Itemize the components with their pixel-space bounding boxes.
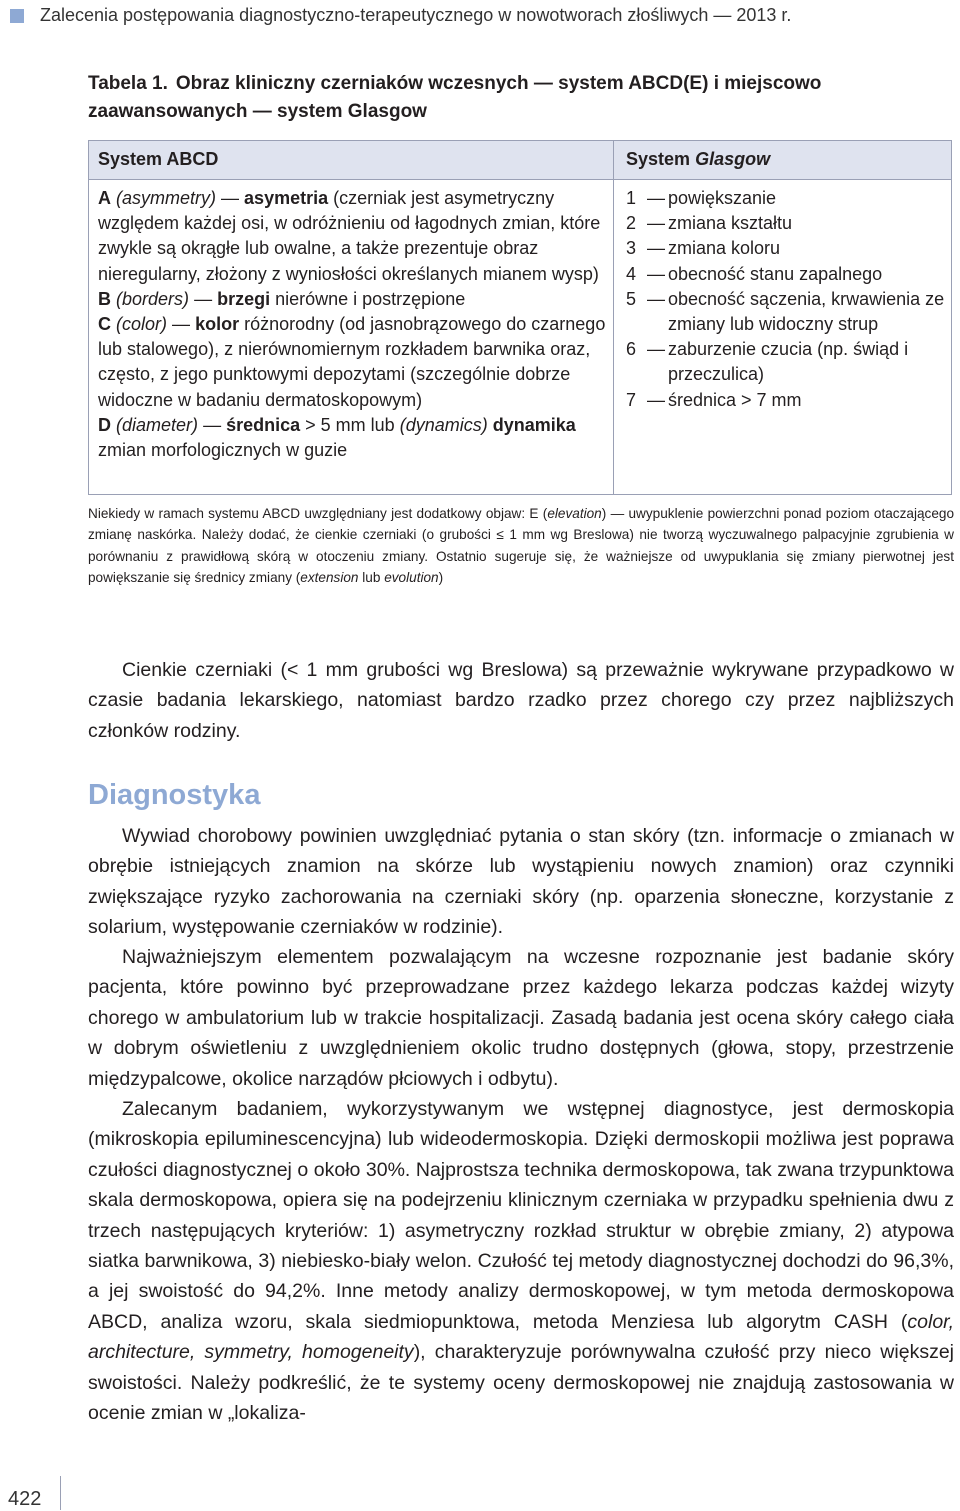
paragraph-skin-exam [88,942,954,1094]
paragraph-dermoscopy [88,1094,954,1428]
abcd-column [98,186,608,463]
glasgow-text: zmiana kształtu [668,213,793,234]
col-header-glasgow-prefix: System [626,149,691,169]
paragraph-text: Najważniejszym elementem pozwalającym na wczesne rozpoznanie jest badanie skóry pacjenta, które powinno być przeprowadzane przez każdego lekarza podczas każdej wizyty chorego w ambulatorium lub w trakcie hospitalizacji. Zasadą badania jest ocena skóry całego ciała w dobrym oświetleniu z uwzględnieniem okolic trudno dostępnych (głowa, stopy, przestrzenie międzypalcowe, okolice narządów płciowych i odbytu). [88,946,954,1090]
note-text-3: lub [358,570,385,586]
note-italic-2: extension [300,570,359,586]
glasgow-item [626,262,946,287]
glasgow-num: 4 [626,263,637,284]
glasgow-dash: — [647,339,665,360]
abcd-desc-c: różnorodny (od jasnobrązowego do czarnego lub stalowego), z nierównomiernym rozkładem barwnika oraz, często, z jego punktowymi depozytami (szczególnie dobrze widoczne w badaniu dermatoskopowym) [98,314,606,410]
abcd-row-c [98,312,608,413]
glasgow-text: zmiana koloru [668,238,781,259]
glasgow-column [626,186,946,413]
glasgow-num: 2 [626,213,637,234]
abcd-dash-b: — [194,288,213,309]
section-heading: Diagnostyka [88,779,261,811]
abcd-dash-c: — [172,314,191,335]
abcd-letter-a: A [98,188,111,208]
glasgow-item [626,287,946,337]
note-text-1: Niekiedy w ramach systemu ABCD uwzględniany jest dodatkowy objaw: E ( [88,506,548,521]
note-text-2: ) — uwypuklenie powierzchni ponad poziom otaczającego zmianę naskórka. Należy dodać, że cienkie czerniaki (o grubości ≤ 1 mm wg Breslowa) nie tworzą wyczuwalnego palpacyjnie zgrubienia w porównaniu z prawidłową skórą w otoczeniu zmiany. Ostatnio sugeruje się, że ważniejsze od uwypuklania się zmiany pierwotnej jest powiększanie się średnicy zmiany ( [88,506,954,586]
table-caption-text: Obraz kliniczny czerniaków wczesnych — system ABCD(E) i miejscowo zaawansowanych — system Glasgow [88,73,822,122]
abcd-term-d: (diameter) [116,414,199,435]
paragraph-italic: color, architecture, symmetry, homogeneity [88,1310,954,1364]
col-header-glasgow [626,149,770,170]
abcd-term-d2: (dynamics) [399,414,488,435]
abcd-letter-b: B [98,288,111,309]
abcd-row-a [98,186,608,287]
table-abcd-glasgow [88,140,952,495]
table-caption-label: Tabela 1. [88,73,168,94]
glasgow-text: obecność sączenia, krwawienia ze zmiany lub widoczny strup [668,288,945,335]
note-italic-3: evolution [384,570,439,586]
glasgow-dash: — [647,213,665,234]
abcd-term-b: (borders) [116,288,190,309]
glasgow-item [626,186,946,211]
abcd-dash-a: — [221,188,240,208]
abcd-key-c: kolor [195,314,240,335]
abcd-key-a: asymetria [244,188,329,208]
abcd-key-d2: dynamika [492,414,576,435]
abcd-row-b [98,287,608,312]
running-header [10,5,791,26]
glasgow-dash: — [647,263,665,284]
abcd-row-d [98,413,608,463]
abcd-desc-b: nierówne i postrzępione [275,288,466,309]
glasgow-item [626,236,946,261]
glasgow-text: powiększanie [668,188,777,208]
abcd-desc-d2: zmian morfologicznych w guzie [98,440,348,461]
glasgow-item [626,211,946,236]
abcd-letter-d: D [98,414,111,435]
glasgow-text: zaburzenie czucia (np. świąd i przeczulica) [668,339,909,385]
abcd-dash-d: — [203,414,222,435]
table-footnote [88,503,954,589]
abcd-key-d: średnica [226,414,301,435]
column-divider [613,140,614,495]
paragraph-text: Zalecanym badaniem, wykorzystywanym we wstępnej diagnostyce, jest dermoskopia (mikroskopia epiluminescencyjna) lub wideodermoskopia. Dzięki dermoskopii możliwa jest poprawa czułości diagnostycznej o około 30%. Najprostsza technika dermoskopowa, tak zwana trzypunktowa skala dermoskopowa, opiera się na podejrzeniu klinicznym czerniaka w przypadku spełnienia dwu z trzech następujących kryteriów: 1) asymetryczny rozkład struktur w obrębie zmiany, 2) atypowa siatka barwnikowa, 3) niebiesko-biały welon. Czułość tej metody diagnostycznej dochodzi do 96,3%, a jej swoistość do 94,2%. Inne metody analizy dermoskopowej, w tym metoda dermoskopowa ABCD, analiza wzoru, skala siedmiopunktowa, metoda Menziesa lub algorytm CASH ( [88,1098,954,1333]
abcd-letter-c: C [98,314,111,335]
col-header-abcd: System ABCD [98,149,219,169]
paragraph-text: ), charakteryzuje porównywalna czułość przy nieco większej swoistości. Należy podkreślić, że te systemy oceny dermoskopowej nie znajdują zastosowania w ocenie zmian w „lokaliza- [88,1341,954,1425]
glasgow-num: 6 [626,339,637,360]
running-title: Zalecenia postępowania diagnostyczno-terapeutycznego w nowotworach złośliwych — 2013 r. [40,5,792,25]
paragraph-text: Cienkie czerniaki (< 1 mm grubości wg Breslowa) są przeważnie wykrywane przypadkowo w czasie badania lekarskiego, natomiast bardzo rzadko przez chorego czy przez najbliższych członków rodziny. [88,659,954,742]
page-number-rule [60,1476,61,1510]
glasgow-num: 3 [626,238,637,259]
note-italic-1: elevation [547,506,602,521]
glasgow-dash: — [647,238,665,259]
table-caption [88,70,948,126]
paragraph-thin-melanoma [88,655,954,746]
note-text-4: ) [438,570,444,586]
col-header-glasgow-italic: Glasgow [695,149,771,169]
glasgow-num: 1 [626,188,637,208]
glasgow-text: obecność stanu zapalnego [668,263,883,284]
glasgow-item [626,388,946,413]
page-number: 422 [8,1488,42,1510]
glasgow-num: 5 [626,288,637,309]
header-square-icon [10,9,24,23]
abcd-term-c: (color) [116,314,168,335]
abcd-desc-a: (czerniak jest asymetryczny względem każdej osi, w odróżnieniu od łagodnych zmian, które zwykle są okrągłe lub owalne, a także prezentuje obraz nieregularny, złożony z wyniosłości określanych mianem wysp) [98,188,601,284]
abcd-key-b: brzegi [217,288,271,309]
paragraph-history [88,821,954,943]
glasgow-dash: — [647,389,665,410]
glasgow-num: 7 [626,389,637,410]
glasgow-dash: — [647,288,665,309]
abcd-term-a: (asymmetry) [116,188,217,208]
glasgow-dash: — [647,188,665,208]
glasgow-text: średnica > 7 mm [668,389,802,410]
glasgow-item [626,337,946,387]
abcd-desc-d: > 5 mm lub [305,414,395,435]
paragraph-text: Wywiad chorobowy powinien uwzględniać pytania o stan skóry (tzn. informacje o zmianach w obrębie istniejących znamion na skórze lub wystąpieniu nowych znamion) oraz czynniki zwiększające ryzyko zachorowania na czerniaki skóry (np. oparzenia słoneczne, korzystanie z solarium, występowanie czerniaków w rodzinie). [88,825,954,939]
